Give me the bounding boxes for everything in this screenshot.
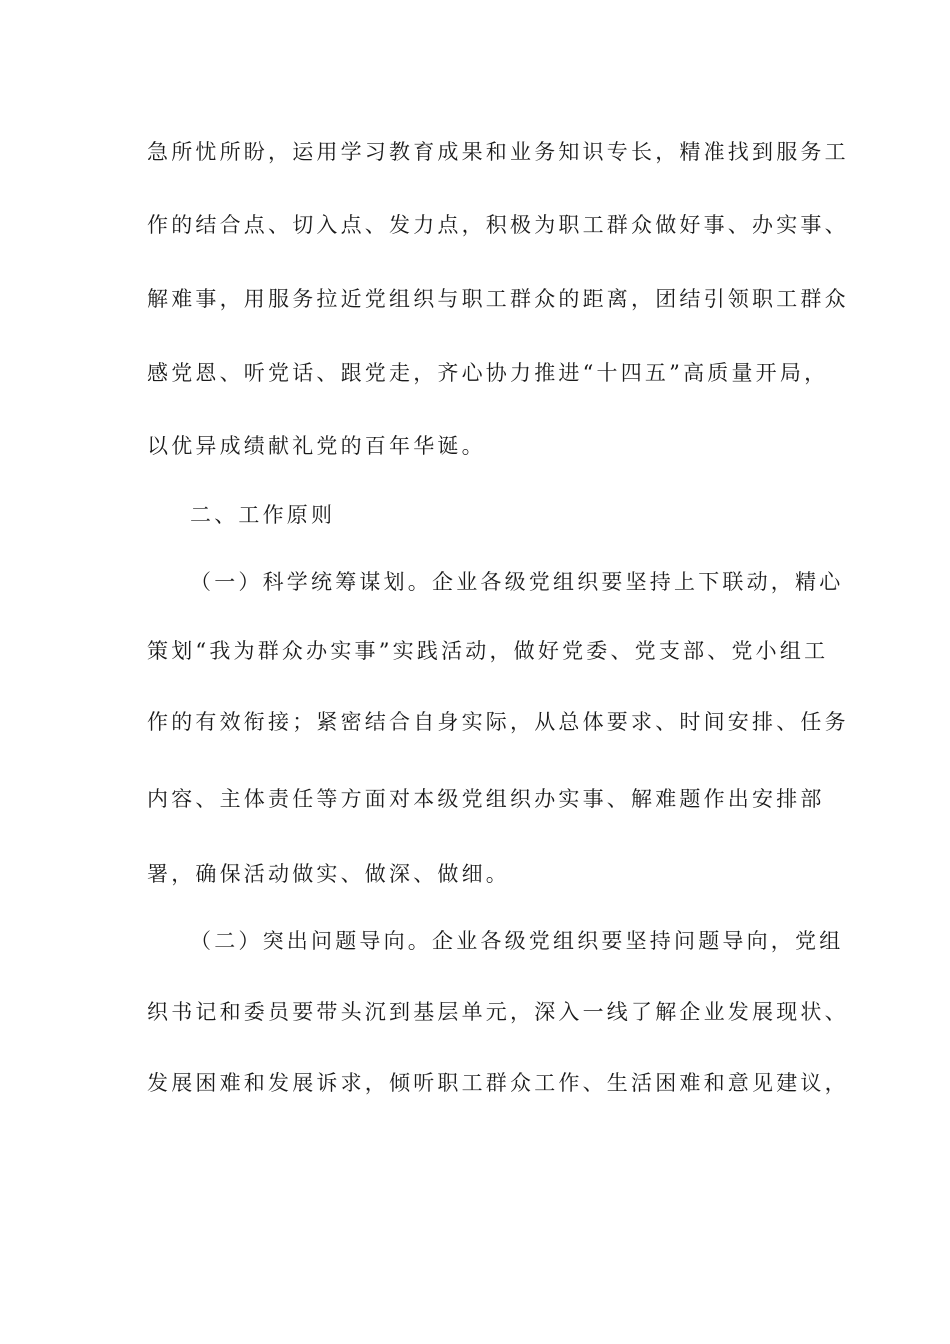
body-text-line: 作的结合点、切入点、发力点，积极为职工群众做好事、办实事、	[147, 213, 849, 237]
paragraph-first-line: （一）科学统筹谋划。企业各级党组织要坚持上下联动，精心	[190, 570, 844, 594]
body-text-line: 作的有效衔接；紧密结合自身实际，从总体要求、时间安排、任务	[147, 710, 849, 734]
body-text-line: 发展困难和发展诉求，倾听职工群众工作、生活困难和意见建议，	[147, 1071, 849, 1095]
section-heading: 二、工作原则	[190, 503, 336, 527]
paragraph-first-line: （二）突出问题导向。企业各级党组织要坚持问题导向，党组	[190, 929, 844, 953]
body-text-line: 织书记和委员要带头沉到基层单元，深入一线了解企业发展现状、	[147, 1000, 849, 1024]
body-text-line: 急所忧所盼，运用学习教育成果和业务知识专长，精准找到服务工	[147, 140, 849, 164]
body-text-line: 解难事，用服务拉近党组织与职工群众的距离，团结引领职工群众	[147, 287, 849, 311]
body-text-line: 内容、主体责任等方面对本级党组织办实事、解难题作出安排部	[147, 787, 825, 811]
body-text-line: 感党恩、听党话、跟党走，齐心协力推进“十四五”高质量开局，	[147, 361, 829, 385]
body-text-line: 署，确保活动做实、做深、做细。	[147, 862, 510, 886]
body-text-line: 以优异成绩献礼党的百年华诞。	[147, 434, 486, 458]
body-text-line: 策划“我为群众办实事”实践活动，做好党委、党支部、党小组工	[147, 639, 829, 663]
